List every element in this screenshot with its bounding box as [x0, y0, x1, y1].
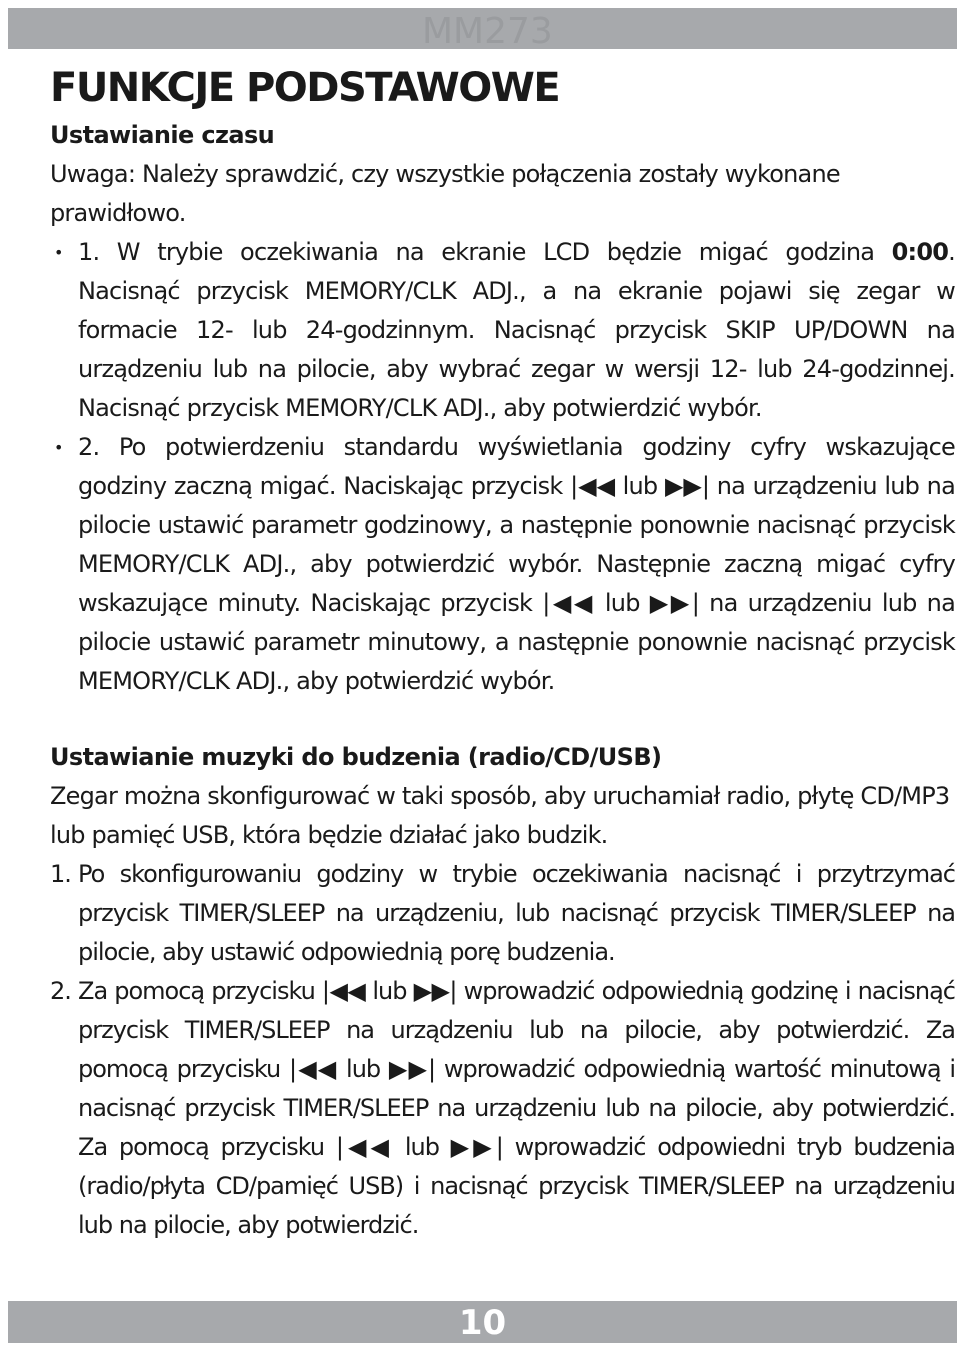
model-name: MM273	[422, 11, 553, 52]
list-item	[50, 233, 955, 428]
numbered-item	[50, 855, 955, 972]
time-value: 0:00	[891, 238, 949, 266]
spacer	[50, 701, 955, 738]
page-content	[50, 60, 955, 1245]
footer-bar	[8, 1301, 957, 1343]
header-bar	[8, 8, 957, 52]
bullet-icon: •	[54, 243, 63, 262]
section-heading-time-setting: Ustawianie czasu	[50, 121, 275, 149]
note-text: Uwaga: Należy sprawdzić, czy wszystkie połączenia zostały wykonane prawidłowo.	[50, 160, 840, 227]
section-heading-alarm-music: Ustawianie muzyki do budzenia (radio/CD/USB)	[50, 743, 662, 771]
list-item-text: 2. Po potwierdzeniu standardu wyświetlania godziny cyfry wskazujące godziny zaczną migać. Naciskając przycisk |◀◀ lub ▶▶| na urządzeniu lub na pilocie ustawić parametr godzinowy, a następnie ponownie nacisnąć przycisk MEMORY/CLK ADJ., aby potwierdzić wybór. Następnie zaczną migać cyfry wskazujące minuty. Naciskając przycisk |◀◀ lub ▶▶| na urządzeniu lub na pilocie ustawić parametr minutowy, a następnie ponownie nacisnąć przycisk MEMORY/CLK ADJ., aby potwierdzić wybór.	[78, 433, 955, 695]
item-number: 2.	[50, 977, 71, 1005]
item-number: 1.	[50, 860, 71, 888]
intro-text: Zegar można skonfigurować w taki sposób, aby uruchamiał radio, płytę CD/MP3 lub pamięć USB, która będzie działać jako budzik.	[50, 782, 950, 849]
numbered-item	[50, 972, 955, 1245]
list-item-text: 1. W trybie oczekiwania na ekranie LCD będzie migać godzina	[78, 238, 892, 266]
list-item	[50, 428, 955, 701]
page-number: 10	[458, 1303, 507, 1343]
page-title: FUNKCJE PODSTAWOWE	[50, 65, 560, 111]
numbered-item-text: Po skonfigurowaniu godziny w trybie oczekiwania nacisnąć i przytrzymać przycisk TIMER/SLEEP na urządzeniu, lub nacisnąć przycisk TIMER/SLEEP na pilocie, aby ustawić odpowiednią porę budzenia.	[78, 860, 955, 966]
numbered-item-text: Za pomocą przycisku |◀◀ lub ▶▶| wprowadzić odpowiednią godzinę i nacisnąć przycisk TIMER/SLEEP na urządzeniu lub na pilocie, aby potwierdzić. Za pomocą przycisku |◀◀ lub ▶▶| wprowadzić odpowiednią wartość minutową i nacisnąć przycisk TIMER/SLEEP na urządzeniu lub na pilocie, aby potwierdzić. Za pomocą przycisku |◀◀ lub ▶▶| wprowadzić odpowiedni tryb budzenia (radio/płyta CD/pamięć USB) i nacisnąć przycisk TIMER/SLEEP na urządzeniu lub na pilocie, aby potwierdzić.	[78, 977, 955, 1239]
list-item-text: . Nacisnąć przycisk MEMORY/CLK ADJ., a na ekranie pojawi się zegar w formacie 12- lub 24-godzinnym. Nacisnąć przycisk SKIP UP/DOWN na urządzeniu lub na pilocie, aby wybrać zegar w wersji 12- lub 24-godzinnej. Nacisnąć przycisk MEMORY/CLK ADJ., aby potwierdzić wybór.	[78, 238, 955, 422]
bullet-icon: •	[54, 438, 63, 457]
